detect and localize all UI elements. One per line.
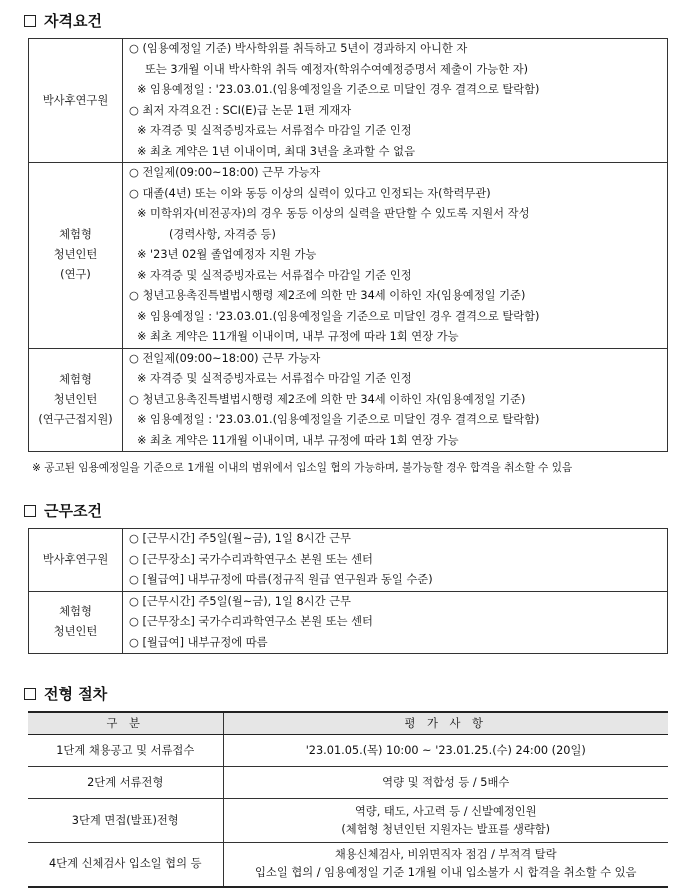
row-label (29, 591, 123, 654)
conditions-title-text: 근무조건 (44, 502, 102, 520)
content-line: ○ 전일제(09:00~18:00) 근무 가능자 (129, 351, 321, 365)
row-content (123, 39, 668, 163)
label-line: 체험형 (59, 605, 92, 619)
row-content (123, 348, 668, 452)
procedure-section-title (24, 683, 107, 704)
stage-cell: 1단계 채용공고 및 서류접수 (28, 735, 223, 767)
qualification-note: ※ 공고된 임용예정일을 기준으로 1개월 이내의 범위에서 입소일 협의 가능하며, 불가능할 경우 합격을 취소할 수 있음 (32, 462, 573, 474)
label-line: 청년인턴 (53, 625, 98, 639)
stage-cell: 4단계 신체검사 입소일 협의 등 (28, 843, 223, 887)
label-line: 박사후연구원 (42, 93, 109, 107)
row-content (123, 163, 668, 349)
content-line: ○ [근무시간] 주5일(월~금), 1일 8시간 근무 (129, 594, 351, 608)
qualification-row-postdoc (29, 39, 668, 163)
content-line: ※ 최초 계약은 1년 이내이며, 최대 3년을 초과할 수 없음 (137, 144, 416, 158)
content-line: ※ 최초 계약은 11개월 이내이며, 내부 규정에 따라 1회 연장 가능 (137, 433, 459, 447)
detail-line: '23.01.05.(목) 10:00 ~ '23.01.25.(수) 24:00 (20일) (305, 743, 586, 757)
content-line: ○ 최저 자격요건 : SCI(E)급 논문 1편 게재자 (129, 103, 352, 117)
content-line: ○ 청년고용촉진특별법시행령 제2조에 의한 만 34세 이하인 자(임용예정일 기준) (129, 392, 526, 406)
checkbox-square-icon (24, 505, 36, 517)
procedure-row (28, 843, 668, 887)
label-line: 박사후연구원 (42, 552, 109, 566)
conditions-table (28, 528, 668, 654)
detail-line: 역량, 태도, 사고력 등 / 신발예정인원 (354, 804, 537, 818)
procedure-row (28, 799, 668, 843)
label-line: (연구근접지원) (38, 412, 113, 426)
content-line: ○ 청년고용촉진특별법시행령 제2조에 의한 만 34세 이하인 자(임용예정일 기준) (129, 289, 526, 302)
content-line: ○ 전일제(09:00~18:00) 근무 가능자 (129, 166, 321, 179)
detail-line: 채용신체검사, 비위면직자 점검 / 부적격 탈락 (334, 848, 557, 862)
conditions-row-postdoc (29, 529, 668, 592)
checkbox-square-icon (24, 688, 36, 700)
content-line: ※ 자격증 및 실적증빙자료는 서류접수 마감일 기준 인정 (137, 372, 412, 385)
row-content (123, 529, 668, 592)
label-line: (연구) (60, 268, 91, 282)
detail-line: 역량 및 적합성 등 / 5배수 (382, 775, 510, 789)
checkbox-square-icon (24, 15, 36, 27)
label-line: 청년인턴 (53, 248, 98, 262)
content-line: ○ [근무시간] 주5일(월~금), 1일 8시간 근무 (129, 532, 351, 545)
label-line: 체험형 (59, 372, 92, 386)
qualification-row-intern-research (29, 163, 668, 349)
procedure-header-row (28, 712, 668, 735)
content-line: ○ [근무장소] 국가수리과학연구소 본원 또는 센터 (129, 552, 373, 566)
conditions-section-title (24, 500, 102, 521)
detail-line: (체험형 청년인턴 지원자는 발표를 생략함) (341, 822, 551, 836)
content-line: ○ [근무장소] 국가수리과학연구소 본원 또는 센터 (129, 615, 373, 628)
content-line: ※ 자격증 및 실적증빙자료는 서류접수 마감일 기준 인정 (137, 268, 412, 282)
procedure-table (28, 711, 668, 888)
conditions-row-intern (29, 591, 668, 654)
label-line: 청년인턴 (53, 392, 98, 406)
header-cell-evaluation: 평 가 사 항 (223, 712, 668, 735)
content-line: ※ 자격증 및 실적증빙자료는 서류접수 마감일 기준 인정 (137, 124, 412, 137)
content-line: ※ 미학위자(비전공자)의 경우 동등 이상의 실력을 판단할 수 있도록 지원서 작성 (137, 207, 530, 220)
qualification-section-title (24, 10, 102, 31)
procedure-row (28, 767, 668, 799)
detail-cell (223, 843, 668, 887)
qualification-title-text: 자격요건 (44, 12, 102, 30)
stage-cell: 3단계 면접(발표)전형 (28, 799, 223, 843)
content-line: ○ [월급여] 내부규정에 따름 (129, 635, 268, 649)
row-label (29, 163, 123, 349)
procedure-row (28, 735, 668, 767)
detail-cell (223, 735, 668, 767)
header-cell-category: 구 분 (28, 712, 223, 735)
content-line: ※ 최초 계약은 11개월 이내이며, 내부 규정에 따라 1회 연장 가능 (137, 330, 459, 343)
content-line: ※ 임용예정일 : '23.03.01.(임용예정일을 기준으로 미달인 경우 결격으로 탈락함) (137, 413, 540, 426)
detail-cell (223, 767, 668, 799)
content-line: ○ [월급여] 내부규정에 따름(정규직 원급 연구원과 동일 수준) (129, 573, 433, 586)
content-line: 또는 3개월 이내 박사학위 취득 예정자(학위수여예정증명서 제출이 가능한 자) (145, 62, 529, 76)
label-line: 체험형 (59, 228, 92, 242)
row-label (29, 39, 123, 163)
qualification-table (28, 38, 668, 452)
detail-line: 입소일 협의 / 임용예정일 기준 1개월 이내 입소불가 시 합격을 취소할 수 있음 (255, 866, 637, 880)
content-line: ○ 대졸(4년) 또는 이와 동등 이상의 실력이 있다고 인정되는 자(학력무관) (129, 186, 491, 200)
row-label (29, 348, 123, 452)
stage-cell: 2단계 서류전형 (28, 767, 223, 799)
procedure-title-text: 전형 절차 (44, 685, 108, 703)
content-line: ○ (임용예정일 기준) 박사학위를 취득하고 5년이 경과하지 아니한 자 (129, 42, 468, 55)
content-line: ※ 임용예정일 : '23.03.01.(임용예정일을 기준으로 미달인 경우 결격으로 탈락함) (137, 83, 540, 96)
row-content (123, 591, 668, 654)
content-line: (경력사항, 자격증 등) (169, 227, 276, 241)
qualification-row-intern-support (29, 348, 668, 452)
detail-cell (223, 799, 668, 843)
content-line: ※ 임용예정일 : '23.03.01.(임용예정일을 기준으로 미달인 경우 결격으로 탈락함) (137, 309, 540, 323)
content-line: ※ '23년 02월 졸업예정자 지원 가능 (137, 248, 317, 261)
row-label (29, 529, 123, 592)
